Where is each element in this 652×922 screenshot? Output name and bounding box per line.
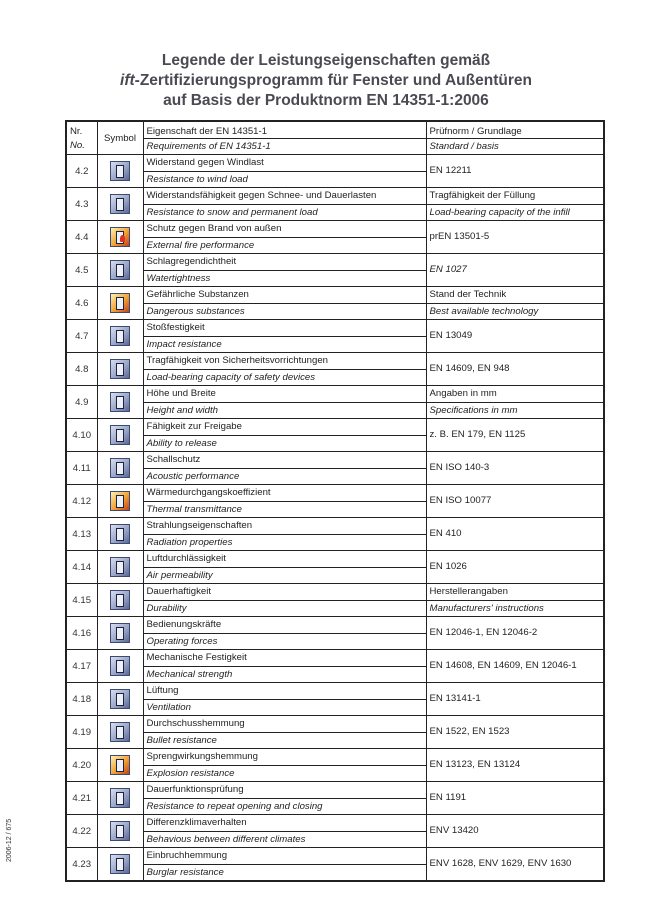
property-cell [143, 716, 426, 749]
impact-icon [110, 326, 130, 346]
property-de: Durchschusshemmung [144, 716, 426, 733]
row-number: 4.2 [66, 155, 97, 188]
property-de: Schallschutz [144, 452, 426, 469]
symbol-cell [97, 716, 143, 749]
property-en: Thermal transmittance [146, 503, 242, 515]
property-en: Burglar resistance [146, 866, 224, 878]
row-number: 4.16 [66, 617, 97, 650]
standard: EN 1191 [429, 792, 467, 803]
symbol-cell [97, 287, 143, 320]
symbol-cell [97, 386, 143, 419]
property-en: Height and width [146, 404, 218, 416]
property-en: Resistance to snow and permanent load [146, 206, 318, 218]
standard-cell [426, 518, 604, 551]
standard: EN 12211 [429, 165, 472, 176]
symbol-cell [97, 452, 143, 485]
ift-brand: ift [120, 72, 135, 89]
symbol-cell [97, 221, 143, 254]
property-en: Mechanical strength [146, 668, 233, 680]
safety-devices-icon [110, 359, 130, 379]
row-number: 4.6 [66, 287, 97, 320]
table-row [66, 782, 604, 815]
property-en: Load-bearing capacity of safety devices [146, 371, 316, 383]
table-header [66, 121, 604, 155]
row-number: 4.18 [66, 683, 97, 716]
row-number: 4.20 [66, 749, 97, 782]
watertightness-icon [110, 260, 130, 280]
property-cell [143, 221, 426, 254]
standard: EN 1027 [429, 264, 467, 275]
property-cell [143, 353, 426, 386]
title-line-3: auf Basis der Produktnorm EN 14351-1:2006 [163, 92, 489, 109]
table-row [66, 353, 604, 386]
table-row [66, 386, 604, 419]
table-row [66, 485, 604, 518]
row-number: 4.21 [66, 782, 97, 815]
standard-en: Specifications in mm [429, 404, 518, 416]
row-number: 4.9 [66, 386, 97, 419]
property-de: Bedienungskräfte [144, 617, 426, 634]
standard-de: Angaben in mm [427, 386, 604, 403]
snow-load-icon [110, 194, 130, 214]
row-number: 4.8 [66, 353, 97, 386]
property-en: Air permeability [146, 569, 213, 581]
symbol-cell [97, 254, 143, 287]
table-row [66, 584, 604, 617]
table-row [66, 551, 604, 584]
symbol-cell [97, 782, 143, 815]
row-number: 4.5 [66, 254, 97, 287]
row-number: 4.3 [66, 188, 97, 221]
standard-cell [426, 452, 604, 485]
row-number: 4.14 [66, 551, 97, 584]
property-en: Operating forces [146, 635, 218, 647]
title-line-2: ift-Zertifizierungsprogramm für Fenster und Außentüren [120, 72, 532, 89]
header-nr: Nr. No. [66, 121, 97, 155]
property-en: Behavious between different climates [146, 833, 306, 845]
wind-load-icon [110, 161, 130, 181]
standard-de: Stand der Technik [427, 287, 604, 304]
property-en: Dangerous substances [146, 305, 245, 317]
standard-cell [426, 848, 604, 882]
standard-en: Load-bearing capacity of the infill [429, 206, 570, 218]
standard-de: Tragfähigkeit der Füllung [427, 188, 604, 205]
standard-cell [426, 386, 604, 419]
standard-en: Best available technology [429, 305, 539, 317]
table-row [66, 155, 604, 188]
standard-cell [426, 485, 604, 518]
symbol-cell [97, 551, 143, 584]
standard-cell [426, 353, 604, 386]
row-number: 4.23 [66, 848, 97, 882]
property-cell [143, 518, 426, 551]
table-row [66, 188, 604, 221]
property-de: Höhe und Breite [144, 386, 426, 403]
row-number: 4.15 [66, 584, 97, 617]
property-de: Differenzklimaverhalten [144, 815, 426, 832]
burglar-icon [110, 854, 130, 874]
table-body [66, 155, 604, 882]
property-cell [143, 617, 426, 650]
standard-en: Manufacturers' instructions [429, 602, 544, 614]
row-number: 4.17 [66, 650, 97, 683]
row-number: 4.11 [66, 452, 97, 485]
property-en: Bullet resistance [146, 734, 217, 746]
property-cell [143, 287, 426, 320]
table-row [66, 254, 604, 287]
standard: ENV 1628, ENV 1629, ENV 1630 [429, 858, 572, 869]
table-row [66, 287, 604, 320]
property-cell [143, 419, 426, 452]
property-cell [143, 386, 426, 419]
standard-cell [426, 320, 604, 353]
durability-icon [110, 590, 130, 610]
standard: EN 14608, EN 14609, EN 12046-1 [429, 660, 577, 671]
property-de: Dauerhaftigkeit [144, 584, 426, 601]
table-row [66, 320, 604, 353]
table-row [66, 419, 604, 452]
symbol-cell [97, 749, 143, 782]
property-en: Impact resistance [146, 338, 222, 350]
standard-cell [426, 782, 604, 815]
property-cell [143, 320, 426, 353]
repeat-opening-icon [110, 788, 130, 808]
property-en: Watertightness [146, 272, 211, 284]
thermal-icon [110, 491, 130, 511]
table-row [66, 221, 604, 254]
property-de: Mechanische Festigkeit [144, 650, 426, 667]
property-en: Ability to release [146, 437, 217, 449]
property-de: Widerstand gegen Windlast [144, 155, 426, 172]
acoustic-icon [110, 458, 130, 478]
standard: EN 410 [429, 528, 462, 539]
row-number: 4.13 [66, 518, 97, 551]
table-row [66, 815, 604, 848]
property-de: Gefährliche Substanzen [144, 287, 426, 304]
property-de: Schlagregendichtheit [144, 254, 426, 271]
property-cell [143, 254, 426, 287]
standard: prEN 13501-5 [429, 231, 490, 242]
property-de: Wärmedurchgangskoeffizient [144, 485, 426, 502]
air-permeability-icon [110, 557, 130, 577]
symbol-cell [97, 815, 143, 848]
standard-cell [426, 584, 604, 617]
property-en: Resistance to wind load [146, 173, 248, 185]
property-de: Sprengwirkungshemmung [144, 749, 426, 766]
property-de: Tragfähigkeit von Sicherheitsvorrichtungen [144, 353, 426, 370]
property-cell [143, 188, 426, 221]
property-en: Durability [146, 602, 187, 614]
row-number: 4.22 [66, 815, 97, 848]
property-de: Schutz gegen Brand von außen [144, 221, 426, 238]
header-symbol: Symbol [97, 121, 143, 155]
standard-cell [426, 716, 604, 749]
property-en: Ventilation [146, 701, 191, 713]
side-note: 2006-12 / 675 [6, 818, 13, 862]
symbol-cell [97, 518, 143, 551]
table-row [66, 452, 604, 485]
standard: EN ISO 10077 [429, 495, 492, 506]
symbol-cell [97, 320, 143, 353]
dangerous-substances-icon [110, 293, 130, 313]
table-row [66, 716, 604, 749]
table-row [66, 848, 604, 882]
standard-cell [426, 551, 604, 584]
fire-icon [110, 227, 130, 247]
height-width-icon [110, 392, 130, 412]
bullet-icon [110, 722, 130, 742]
property-cell [143, 452, 426, 485]
climates-icon [110, 821, 130, 841]
property-en: External fire performance [146, 239, 255, 251]
standard: EN 12046-1, EN 12046-2 [429, 627, 538, 638]
property-cell [143, 485, 426, 518]
row-number: 4.12 [66, 485, 97, 518]
row-number: 4.4 [66, 221, 97, 254]
row-number: 4.19 [66, 716, 97, 749]
property-cell [143, 155, 426, 188]
standard: EN 13123, EN 13124 [429, 759, 521, 770]
symbol-cell [97, 650, 143, 683]
property-en: Acoustic performance [146, 470, 240, 482]
standard-cell [426, 221, 604, 254]
radiation-icon [110, 524, 130, 544]
standard-cell [426, 815, 604, 848]
property-de: Fähigkeit zur Freigabe [144, 419, 426, 436]
property-cell [143, 815, 426, 848]
title-line-1: Legende der Leistungseigenschaften gemäß [161, 52, 491, 69]
symbol-cell [97, 617, 143, 650]
standard: EN 13049 [429, 330, 473, 341]
property-de: Widerstandsfähigkeit gegen Schnee- und Dauerlasten [144, 188, 426, 205]
symbol-cell [97, 353, 143, 386]
standard-cell [426, 683, 604, 716]
header-standard: Prüfnorm / Grundlage Standard / basis [426, 121, 604, 155]
table-row [66, 683, 604, 716]
symbol-cell [97, 848, 143, 882]
standard-de: Herstellerangaben [427, 584, 604, 601]
legend-table [65, 120, 605, 882]
table-row [66, 518, 604, 551]
property-cell [143, 551, 426, 584]
standard-cell [426, 188, 604, 221]
property-cell [143, 683, 426, 716]
standard: EN 13141-1 [429, 693, 481, 704]
mechanical-strength-icon [110, 656, 130, 676]
table-row [66, 650, 604, 683]
table-row [66, 617, 604, 650]
property-cell [143, 749, 426, 782]
property-cell [143, 584, 426, 617]
explosion-icon [110, 755, 130, 775]
operating-forces-icon [110, 623, 130, 643]
standard-cell [426, 155, 604, 188]
table-row [66, 749, 604, 782]
property-de: Einbruchhemmung [144, 848, 426, 865]
property-en: Resistance to repeat opening and closing [146, 800, 323, 812]
symbol-cell [97, 419, 143, 452]
property-en: Radiation properties [146, 536, 233, 548]
standard-cell [426, 749, 604, 782]
standard-cell [426, 287, 604, 320]
standard: EN 1522, EN 1523 [429, 726, 510, 737]
ventilation-icon [110, 689, 130, 709]
symbol-cell [97, 188, 143, 221]
property-en: Explosion resistance [146, 767, 235, 779]
standard: EN ISO 140-3 [429, 462, 490, 473]
symbol-cell [97, 485, 143, 518]
standard-cell [426, 617, 604, 650]
property-de: Lüftung [144, 683, 426, 700]
standard: EN 14609, EN 948 [429, 363, 510, 374]
row-number: 4.7 [66, 320, 97, 353]
standard: EN 1026 [429, 561, 467, 572]
property-cell [143, 650, 426, 683]
standard-cell [426, 650, 604, 683]
row-number: 4.10 [66, 419, 97, 452]
property-de: Stoßfestigkeit [144, 320, 426, 337]
standard-cell [426, 254, 604, 287]
standard: z. B. EN 179, EN 1125 [429, 429, 526, 440]
header-property: Eigenschaft der EN 14351-1 Requirements of EN 14351-1 [143, 121, 426, 155]
property-cell [143, 782, 426, 815]
symbol-cell [97, 683, 143, 716]
symbol-cell [97, 155, 143, 188]
standard: ENV 13420 [429, 825, 479, 836]
property-de: Dauerfunktionsprüfung [144, 782, 426, 799]
property-de: Strahlungseigenschaften [144, 518, 426, 535]
release-icon [110, 425, 130, 445]
property-de: Luftdurchlässigkeit [144, 551, 426, 568]
property-cell [143, 848, 426, 882]
symbol-cell [97, 584, 143, 617]
standard-cell [426, 419, 604, 452]
